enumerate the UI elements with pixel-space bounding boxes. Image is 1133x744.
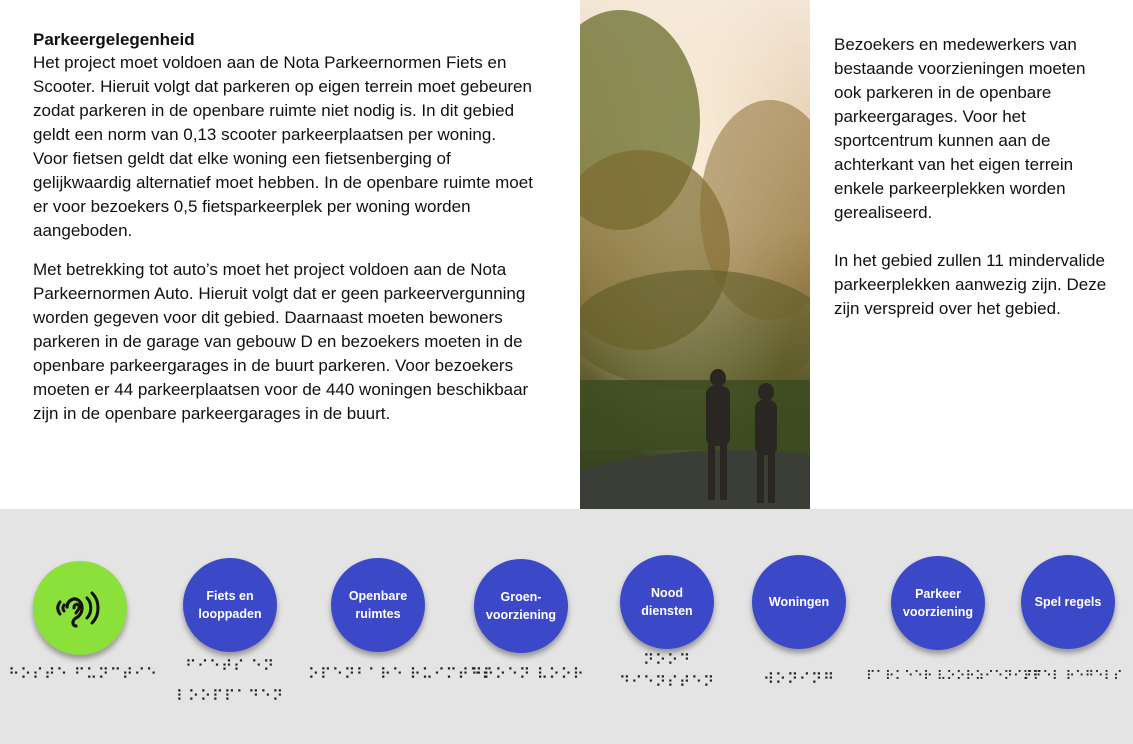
navigation-bar (0, 509, 1133, 744)
nav-label: Spel regels (1034, 595, 1102, 609)
nav-label: Nood diensten (641, 586, 693, 618)
braille-openbare: ⠕⠏⠑⠝⠃⠁⠗⠑ ⠗⠥⠊⠍⠞⠑⠎ (308, 665, 494, 683)
nav-button-nooddiensten[interactable] (620, 555, 714, 649)
nav-label: Parkeer voorziening (902, 587, 974, 619)
braille-nood (617, 649, 717, 693)
nav-button-spelregels[interactable] (1021, 555, 1115, 649)
nav-button-fiets-en-looppaden[interactable] (183, 558, 277, 652)
braille-parkeer: ⠏⠁⠗⠅⠑⠑⠗ ⠧⠕⠕⠗⠵⠊⠑⠝⠊⠝⠛ (866, 669, 1042, 684)
parking-text-right (834, 33, 1114, 345)
paragraph-disabled-parking: In het gebied zullen 11 mindervalide parkeerplekken aanwezig zijn. Deze zijn verspreid over het gebied. (834, 251, 1107, 318)
nav-label: Woningen (768, 595, 830, 609)
nav-label: Openbare ruimtes (348, 589, 408, 621)
paragraph-bike-scooter: Het project moet voldoen aan de Nota Parkeernormen Fiets en Scooter. Hieruit volgt dat parkeren op eigen terrein moet gebeuren zodat parkeren in de openbare ruimte niet nodig is. In dit gebied geldt een norm van 0,13 scooter parkeerplaatsen per woning. Voor fietsen geldt dat elke woning een fietsenberging of gelijkwaardig alternatief moet hebben. In de openbare ruimte moet er voor bezoekers 0,5 fietsparkeerplek per woning worden aangeboden. (33, 53, 533, 240)
paragraph-visitors: Bezoekers en medewerkers van bestaande voorzieningen moeten ook parkeren in de openbare parkeergarages. Voor het sportcentrum kunnen aan de achterkant van het eigen terrein enkele parkeerplekken worden gerealiseerd. (834, 35, 1086, 222)
braille-line: ⠇⠕⠕⠏⠏⠁⠙⠑⠝ (176, 687, 284, 705)
braille-spel: ⠎⠏⠑⠇ ⠗⠑⠛⠑⠇⠎ (1023, 669, 1123, 684)
braille-woningen: ⠺⠕⠝⠊⠝⠛ (763, 670, 835, 688)
nav-button-openbare-ruimtes[interactable] (331, 558, 425, 652)
braille-line: ⠋⠊⠑⠞⠎ ⠑⠝ (185, 657, 275, 675)
braille-line: ⠙⠊⠑⠝⠎⠞⠑⠝ (619, 673, 715, 691)
braille-line: ⠝⠕⠕⠙ (643, 651, 691, 669)
section-heading: Parkeergelegenheid (33, 30, 195, 49)
park-illustration (580, 0, 810, 509)
braille-fiets (160, 651, 300, 711)
paragraph-car: Met betrekking tot auto’s moet het project voldoen aan de Nota Parkeernormen Auto. Hieruit volgt dat er geen parkeervergunning worden gegeven voor dit gebied. Daarnaast moeten bewoners parkeren in de garage van gebouw D en bezoekers moeten in de openbare parkeergarages in de buurt parkeren. Voor bezoekers moeten er 44 parkeerplaatsen voor de 440 woningen beschikbaar zijn in de openbare parkeergarages in de buurt. (33, 260, 529, 423)
ear-sound-icon (50, 578, 110, 638)
audio-toggle-button[interactable] (33, 561, 127, 655)
parking-text-left (33, 29, 533, 441)
nav-button-woningen[interactable] (752, 555, 846, 649)
nav-label: Groen-voorziening (485, 590, 557, 622)
park-photo (580, 0, 810, 509)
braille-groen: ⠛⠗⠕⠑⠝ ⠧⠕⠕⠗ (471, 665, 585, 683)
nav-label: Fiets en looppaden (198, 589, 262, 621)
braille-audio: ⠓⠕⠎⠞⠑ ⠋⠥⠝⠉⠞⠊⠑ (8, 665, 158, 683)
nav-button-parkeervoorziening[interactable] (891, 556, 985, 650)
nav-button-groenvoorziening[interactable] (474, 559, 568, 653)
